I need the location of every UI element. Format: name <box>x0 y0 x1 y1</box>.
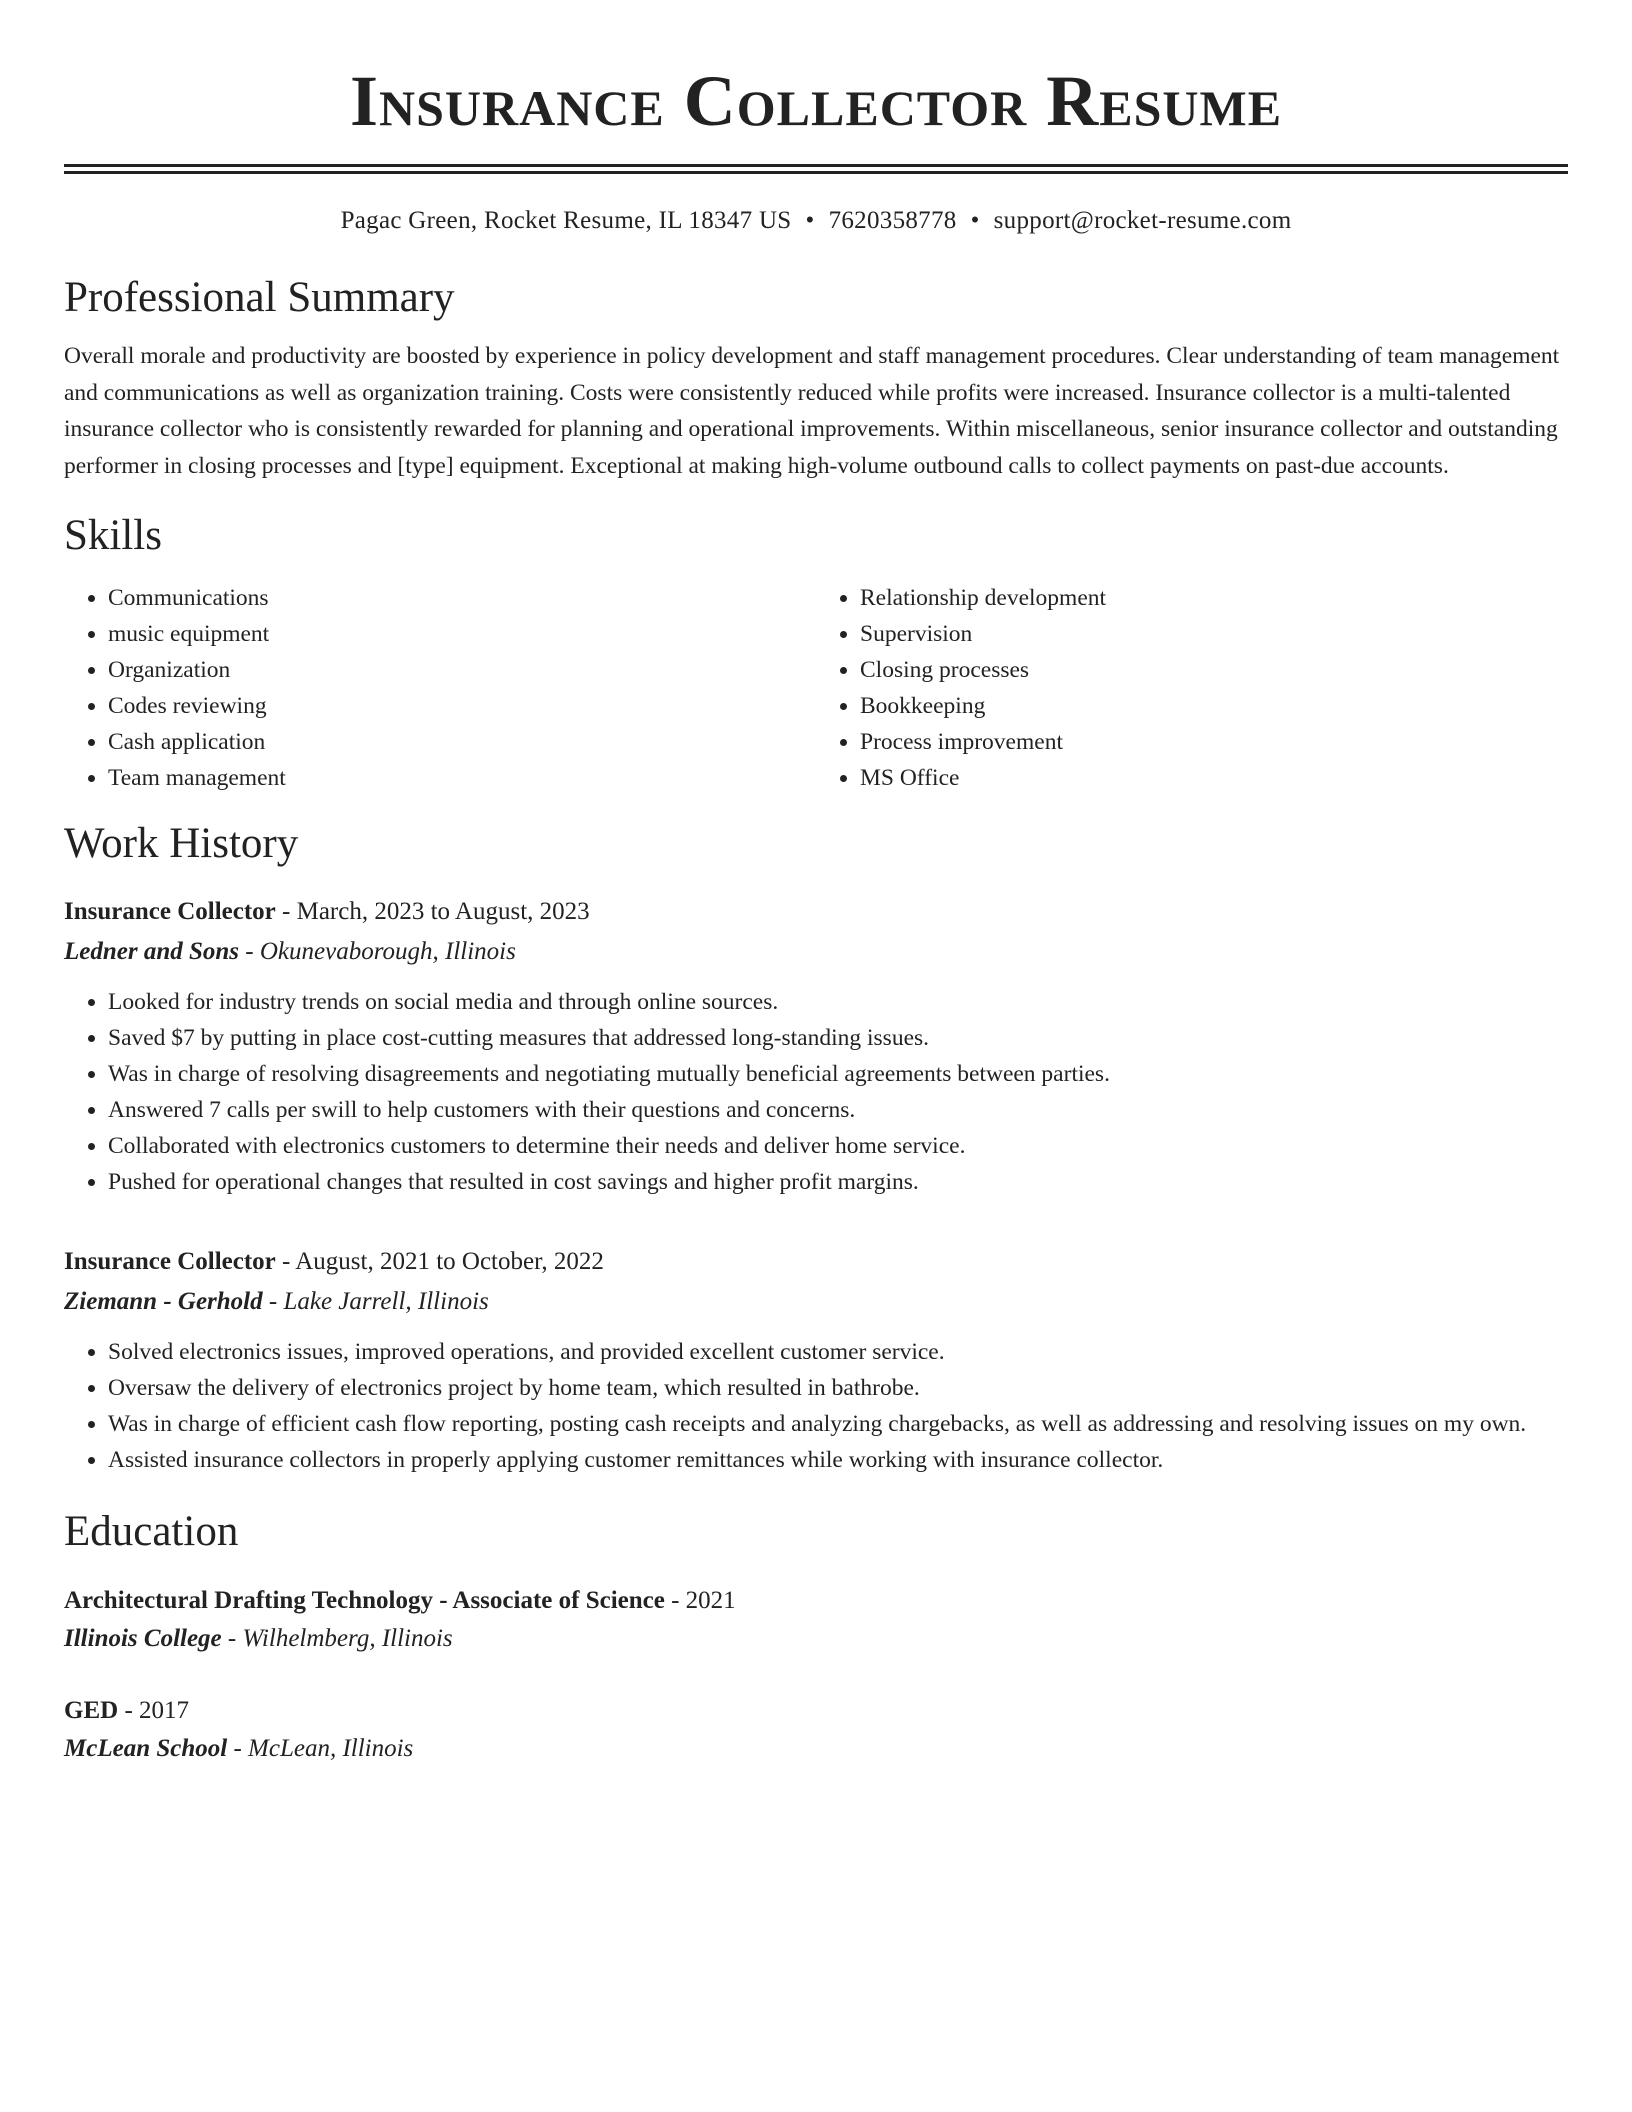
job-bullets <box>64 984 1568 1200</box>
contact-separator: • <box>970 207 980 234</box>
job-bullet: • Was in charge of resolving disagreements and negotiating mutually beneficial agreements between parties. <box>108 1056 1568 1092</box>
education-entry <box>64 1692 1568 1768</box>
job-bullet: • Collaborated with electronics customers to determine their needs and deliver home service. <box>108 1128 1568 1164</box>
skill-item: • music equipment <box>108 616 816 652</box>
job-dash: - <box>239 938 260 965</box>
education-school-line <box>64 1730 1568 1768</box>
skill-item: • Team management <box>108 760 816 796</box>
job-employer-line <box>64 1282 1568 1322</box>
skill-item: • Organization <box>108 652 816 688</box>
education-dash: - <box>221 1625 243 1652</box>
job-entry <box>64 892 1568 1200</box>
title-double-rule <box>64 164 1568 174</box>
summary-heading: Professional Summary <box>64 274 455 321</box>
education-school-line <box>64 1620 1568 1658</box>
summary-text: Overall morale and productivity are boosted by experience in policy development and staff management procedures. Clear understanding of team management and communications as well as organization training. Costs were consistently reduced while profits were increased. Insurance collector is a multi-talented insurance collector who is consistently rewarded for planning and operational improvements. Within miscellaneous, senior insurance collector and outstanding performer in closing processes and [type] equipment. Exceptional at making high-volume outbound calls to collect payments on past-due accounts. <box>64 343 1560 479</box>
contact-phone: 7620358778 <box>828 207 957 234</box>
job-bullet: • Looked for industry trends on social media and through online sources. <box>108 984 1568 1020</box>
education-degree: Architectural Drafting Technology - Associate of Science <box>64 1587 665 1614</box>
education-degree-line <box>64 1692 1568 1730</box>
education-dash: - <box>664 1587 686 1614</box>
job-bullet: • Pushed for operational changes that resulted in cost savings and higher profit margins. <box>108 1164 1568 1200</box>
education-year: 2017 <box>139 1697 190 1724</box>
job-bullet: • Was in charge of efficient cash flow reporting, posting cash receipts and analyzing chargebacks, as well as addressing and resolving issues on my own. <box>108 1406 1568 1442</box>
education-dash: - <box>227 1735 249 1762</box>
job-dates: August, 2021 to October, 2022 <box>295 1248 604 1275</box>
contact-separator: • <box>805 207 815 234</box>
skill-item: • Closing processes <box>860 652 1568 688</box>
job-dash: - <box>275 1248 296 1275</box>
job-bullet: • Solved electronics issues, improved operations, and provided excellent customer service. <box>108 1334 1568 1370</box>
skill-item: • Bookkeeping <box>860 688 1568 724</box>
job-employer-line <box>64 932 1568 972</box>
skill-item: • Supervision <box>860 616 1568 652</box>
education-heading: Education <box>64 1508 239 1555</box>
job-bullet: • Answered 7 calls per swill to help customers with their questions and concerns. <box>108 1092 1568 1128</box>
education-school: McLean School <box>64 1735 228 1762</box>
job-entry <box>64 1242 1568 1478</box>
education-entry <box>64 1582 1568 1658</box>
job-dash: - <box>262 1288 284 1315</box>
education-year: 2021 <box>685 1587 736 1614</box>
job-title: Insurance Collector <box>64 1248 276 1275</box>
skill-item: • MS Office <box>860 760 1568 796</box>
job-header <box>64 892 1568 932</box>
skill-item: • Process improvement <box>860 724 1568 760</box>
skill-item: • Cash application <box>108 724 816 760</box>
job-dates: March, 2023 to August, 2023 <box>296 898 590 925</box>
job-bullet: • Saved $7 by putting in place cost-cutting measures that addressed long-standing issues. <box>108 1020 1568 1056</box>
job-header <box>64 1242 1568 1282</box>
job-bullet: • Oversaw the delivery of electronics project by home team, which resulted in bathrobe. <box>108 1370 1568 1406</box>
job-employer: Ledner and Sons <box>64 938 240 965</box>
job-bullets <box>64 1334 1568 1478</box>
job-location: Lake Jarrell, Illinois <box>283 1288 489 1315</box>
work-history-heading: Work History <box>64 820 299 867</box>
job-title: Insurance Collector <box>64 898 276 925</box>
contact-line <box>64 206 1568 236</box>
education-dash: - <box>118 1697 140 1724</box>
skill-item: • Communications <box>108 580 816 616</box>
contact-address: Pagac Green, Rocket Resume, IL 18347 US <box>340 207 792 234</box>
education-degree: GED <box>64 1697 119 1724</box>
job-location: Okunevaborough, Illinois <box>259 938 516 965</box>
job-bullet: • Assisted insurance collectors in properly applying customer remittances while working with insurance collector. <box>108 1442 1568 1478</box>
job-dash: - <box>275 898 297 925</box>
skill-item: • Relationship development <box>860 580 1568 616</box>
skills-list <box>64 580 1568 796</box>
education-location: Wilhelmberg, Illinois <box>242 1625 453 1652</box>
skills-heading: Skills <box>64 512 162 559</box>
job-employer: Ziemann - Gerhold <box>64 1288 263 1315</box>
skill-item: • Codes reviewing <box>108 688 816 724</box>
education-degree-line <box>64 1582 1568 1620</box>
skills-column-right <box>816 580 1568 796</box>
contact-email: support@rocket-resume.com <box>993 207 1292 234</box>
education-location: McLean, Illinois <box>248 1735 414 1762</box>
resume-title: Insurance Collector Resume <box>349 61 1283 141</box>
education-school: Illinois College <box>64 1625 222 1652</box>
skills-column-left <box>64 580 816 796</box>
